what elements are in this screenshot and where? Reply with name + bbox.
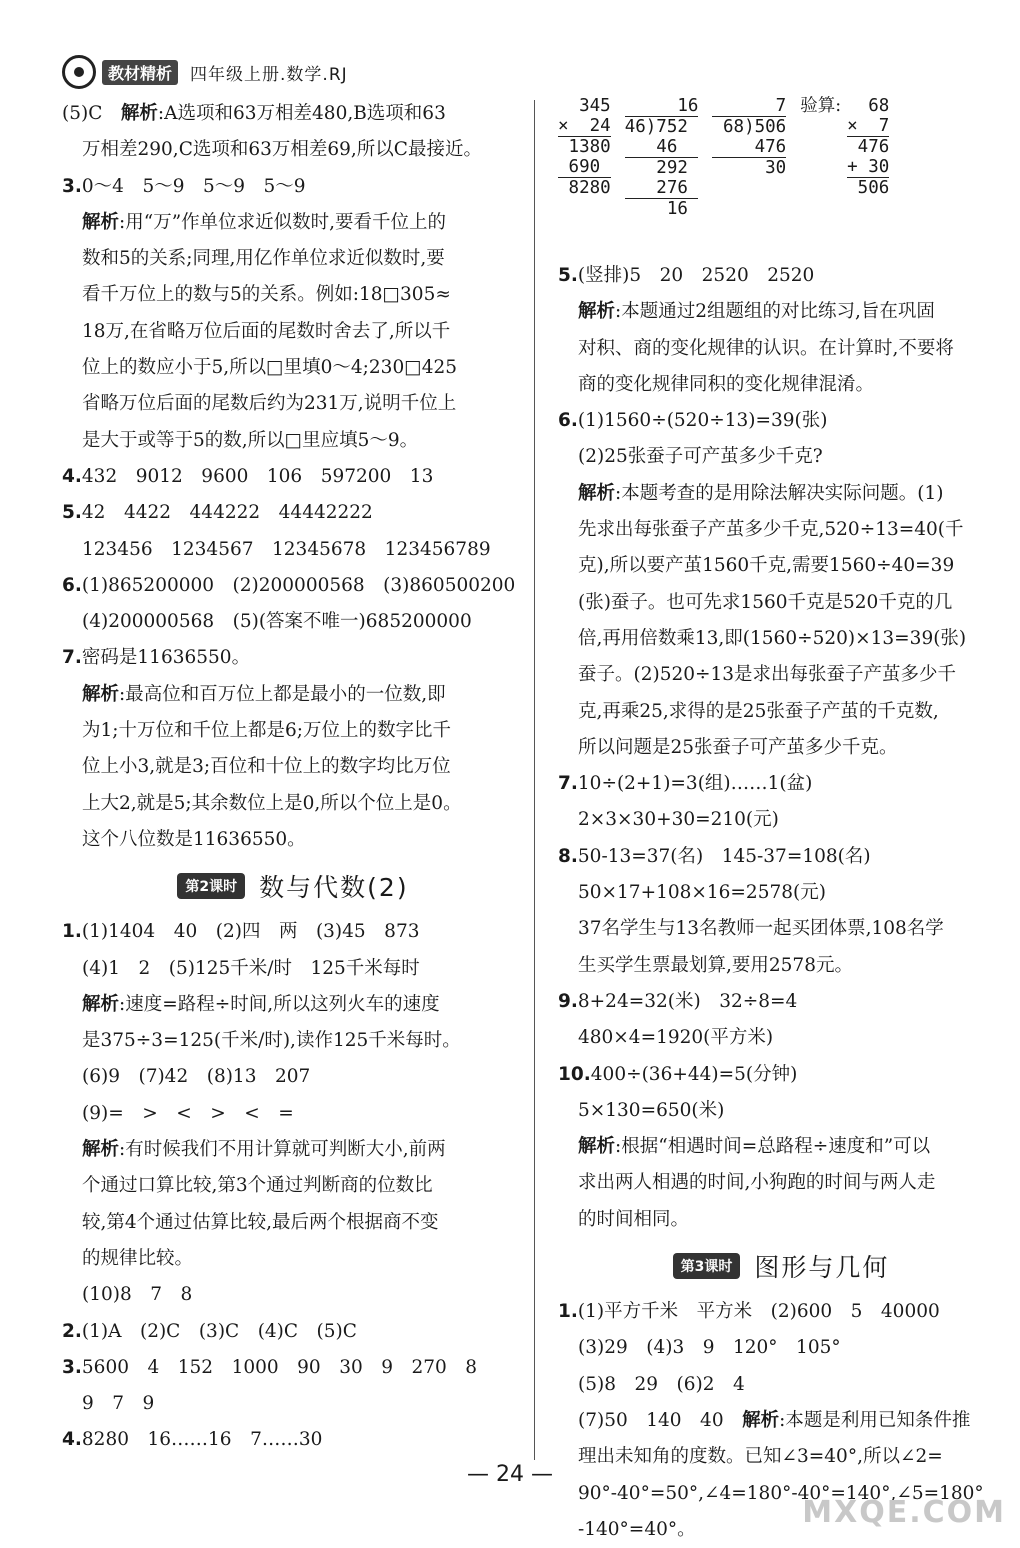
text-line: 90°-40°=50°,∠4=180°-40°=140°,∠5=180°: [578, 1482, 984, 1504]
question-2: 2.(1)A (2)C (3)C (4)C (5)C: [62, 1320, 357, 1342]
text-line: (5)C 解析:A选项和63万相差480,B选项和63: [62, 103, 446, 124]
text-line: 解析:最高位和百万位上都是最小的一位数,即: [82, 683, 446, 705]
text-line: (6)9 (7)42 (8)13 207: [82, 1066, 311, 1088]
text-line: 所以问题是25张蚕子可产茧多少千克。: [578, 736, 898, 758]
header-title: 四年级上册.数学.RJ: [190, 64, 348, 85]
column-divider: [534, 100, 535, 1460]
logo-text: 教材精析: [102, 60, 178, 85]
section-heading: [62, 858, 524, 914]
page-header: [62, 56, 348, 88]
section-title: 数与代数(2): [259, 873, 409, 903]
text-line: 先求出每张蚕子产茧多少千克,520÷13=40(千: [578, 519, 964, 541]
question-9: 9.8+24=32(米) 32÷8=4: [558, 990, 798, 1012]
text-line: 是大于或等于5的数,所以□里应填5～9。: [82, 429, 419, 451]
text-line: 理出未知角的度数。已知∠3=40°,所以∠2=: [578, 1446, 943, 1468]
text-line: 生买学生票最划算,要用2578元。: [578, 954, 853, 976]
text-line: 解析:用“万”作单位求近似数时,要看千位上的: [82, 211, 447, 233]
text-line: 蚕子。(2)520÷13是求出每张蚕子产茧多少千: [578, 664, 957, 686]
text-line: 求出两人相遇的时间,小狗跑的时间与两人走: [578, 1172, 936, 1194]
question-10: 10.400÷(36+44)=5(分钟): [558, 1063, 798, 1085]
calc-division-2: 7 68)506 476 30: [712, 96, 787, 178]
text-line: 解析:本题通过2组题组的对比练习,旨在巩固: [578, 301, 935, 323]
text-line: (3)29 (4)3 9 120° 105°: [578, 1337, 841, 1359]
text-line: (4)200000568 (5)(答案不唯一)685200000: [82, 611, 472, 633]
question-5: 5.42 4422 444222 44442222: [62, 502, 373, 524]
text-line: 省略万位后面的尾数后约为231万,说明千位上: [82, 393, 457, 415]
calc-multiplication: 345 × 24 1380 690 8280: [558, 96, 611, 198]
calc-check-label: 验算:: [800, 96, 842, 116]
text-line: 为1;十万位和千位上都是6;万位上的数字比千: [82, 720, 452, 742]
question-3: 3.5600 4 152 1000 90 30 9 270 8: [62, 1356, 478, 1378]
text-line: (4)1 2 (5)125千米/时 125千米每时: [82, 957, 420, 979]
question-7: 7.密码是11636550。: [62, 647, 251, 669]
text-line: 看千万位上的数与5的关系。例如:18□305≈: [82, 284, 451, 306]
text-line: 37名学生与13名教师一起买团体票,108名学: [578, 918, 944, 940]
text-line: 9 7 9: [82, 1393, 155, 1415]
question-7: 7.10÷(2+1)=3(组)……1(盆): [558, 773, 813, 795]
text-line: 5×130=650(米): [578, 1099, 725, 1121]
text-line: (10)8 7 8: [82, 1284, 193, 1306]
text-line: 是375÷3=125(千米/时),读作125千米每时。: [82, 1030, 461, 1052]
text-line: 的时间相同。: [578, 1208, 690, 1230]
text-line: 123456 1234567 12345678 123456789: [82, 538, 491, 560]
text-line: 解析:根据“相遇时间=总路程÷速度和”可以: [578, 1136, 931, 1158]
question-6: 6.(1)1560÷(520÷13)=39(张): [558, 410, 828, 432]
text-line: (5)8 29 (6)2 4: [578, 1373, 745, 1395]
question-1: 1.(1)1404 40 (2)四 两 (3)45 873: [62, 921, 420, 943]
text-line: 解析:有时候我们不用计算就可判断大小,前两: [82, 1139, 446, 1161]
text-line: (7)50 140 40 解析:本题是利用已知条件推: [578, 1409, 971, 1431]
text-line: 18万,在省略万位后面的尾数时舍去了,所以千: [82, 320, 451, 342]
question-4: 4.432 9012 9600 106 597200 13: [62, 465, 434, 487]
text-line: 的规律比较。: [82, 1247, 194, 1269]
text-line: 解析:本题考查的是用除法解决实际问题。(1): [578, 482, 944, 504]
question-5: 5.(竖排)5 20 2520 2520: [558, 265, 815, 286]
calc-check: 68 × 7 476 + 30 506: [847, 96, 890, 198]
question-1: 1.(1)平方千米 平方米 (2)600 5 40000: [558, 1301, 940, 1323]
text-line: 对积、商的变化规律的认识。在计算时,不要将: [578, 337, 954, 359]
target-icon: [62, 55, 96, 89]
section-title: 图形与几何: [754, 1253, 890, 1283]
text-line: 倍,再用倍数乘13,即(1560÷520)×13=39(张): [578, 627, 967, 649]
text-line: 克,再乘25,求得的是25张蚕子产茧的千克数,: [578, 700, 939, 722]
question-3: 3.0～4 5～9 5～9 5～9: [62, 175, 306, 197]
right-column: [558, 96, 1004, 1548]
question-4: 4.8280 16……16 7……30: [62, 1429, 323, 1451]
text-line: (张)蚕子。也可先求1560千克是520千克的几: [578, 591, 953, 613]
text-line: 位上小3,就是3;百位和十位上的数字均比万位: [82, 756, 451, 778]
vertical-calculations: [558, 96, 1004, 258]
text-line: (9)= > < > < =: [82, 1102, 294, 1124]
page-number: — 24 —: [467, 1462, 553, 1487]
left-column: [62, 96, 524, 1459]
question-8: 8.50-13=37(名) 145-37=108(名): [558, 845, 871, 867]
text-line: (2)25张蚕子可产茧多少千克?: [578, 446, 823, 468]
section-heading: [558, 1238, 1004, 1294]
text-line: 上大2,就是5;其余数位上是0,所以个位上是0。: [82, 792, 462, 814]
text-line: 万相差290,C选项和63万相差69,所以C最接近。: [82, 139, 482, 161]
question-6: 6.(1)865200000 (2)200000568 (3)860500200: [62, 574, 516, 596]
text-line: 克),所以要产茧1560千克,需要1560÷40=39: [578, 555, 955, 577]
text-line: 商的变化规律同积的变化规律混淆。: [578, 373, 875, 395]
text-line: 这个八位数是11636550。: [82, 828, 306, 850]
lesson-badge: 第2课时: [177, 873, 245, 899]
calc-division-1: 16 46)752 46 292 276 16: [624, 96, 699, 219]
text-line: 480×4=1920(平方米): [578, 1027, 774, 1049]
lesson-badge: 第3课时: [673, 1253, 741, 1279]
text-line: -140°=40°。: [578, 1518, 696, 1540]
text-line: 数和5的关系;同理,用亿作单位求近似数时,要: [82, 248, 445, 270]
text-line: 解析:速度=路程÷时间,所以这列火车的速度: [82, 993, 440, 1015]
text-line: 50×17+108×16=2578(元): [578, 882, 826, 904]
text-line: 较,第4个通过估算比较,最后两个根据商不变: [82, 1211, 439, 1233]
text-line: 2×3×30+30=210(元): [578, 809, 779, 831]
text-line: 个通过口算比较,第3个通过判断商的位数比: [82, 1175, 433, 1197]
text-line: 位上的数应小于5,所以□里填0～4;230□425: [82, 357, 458, 379]
watermark: MXQE.COM: [802, 1495, 1006, 1530]
